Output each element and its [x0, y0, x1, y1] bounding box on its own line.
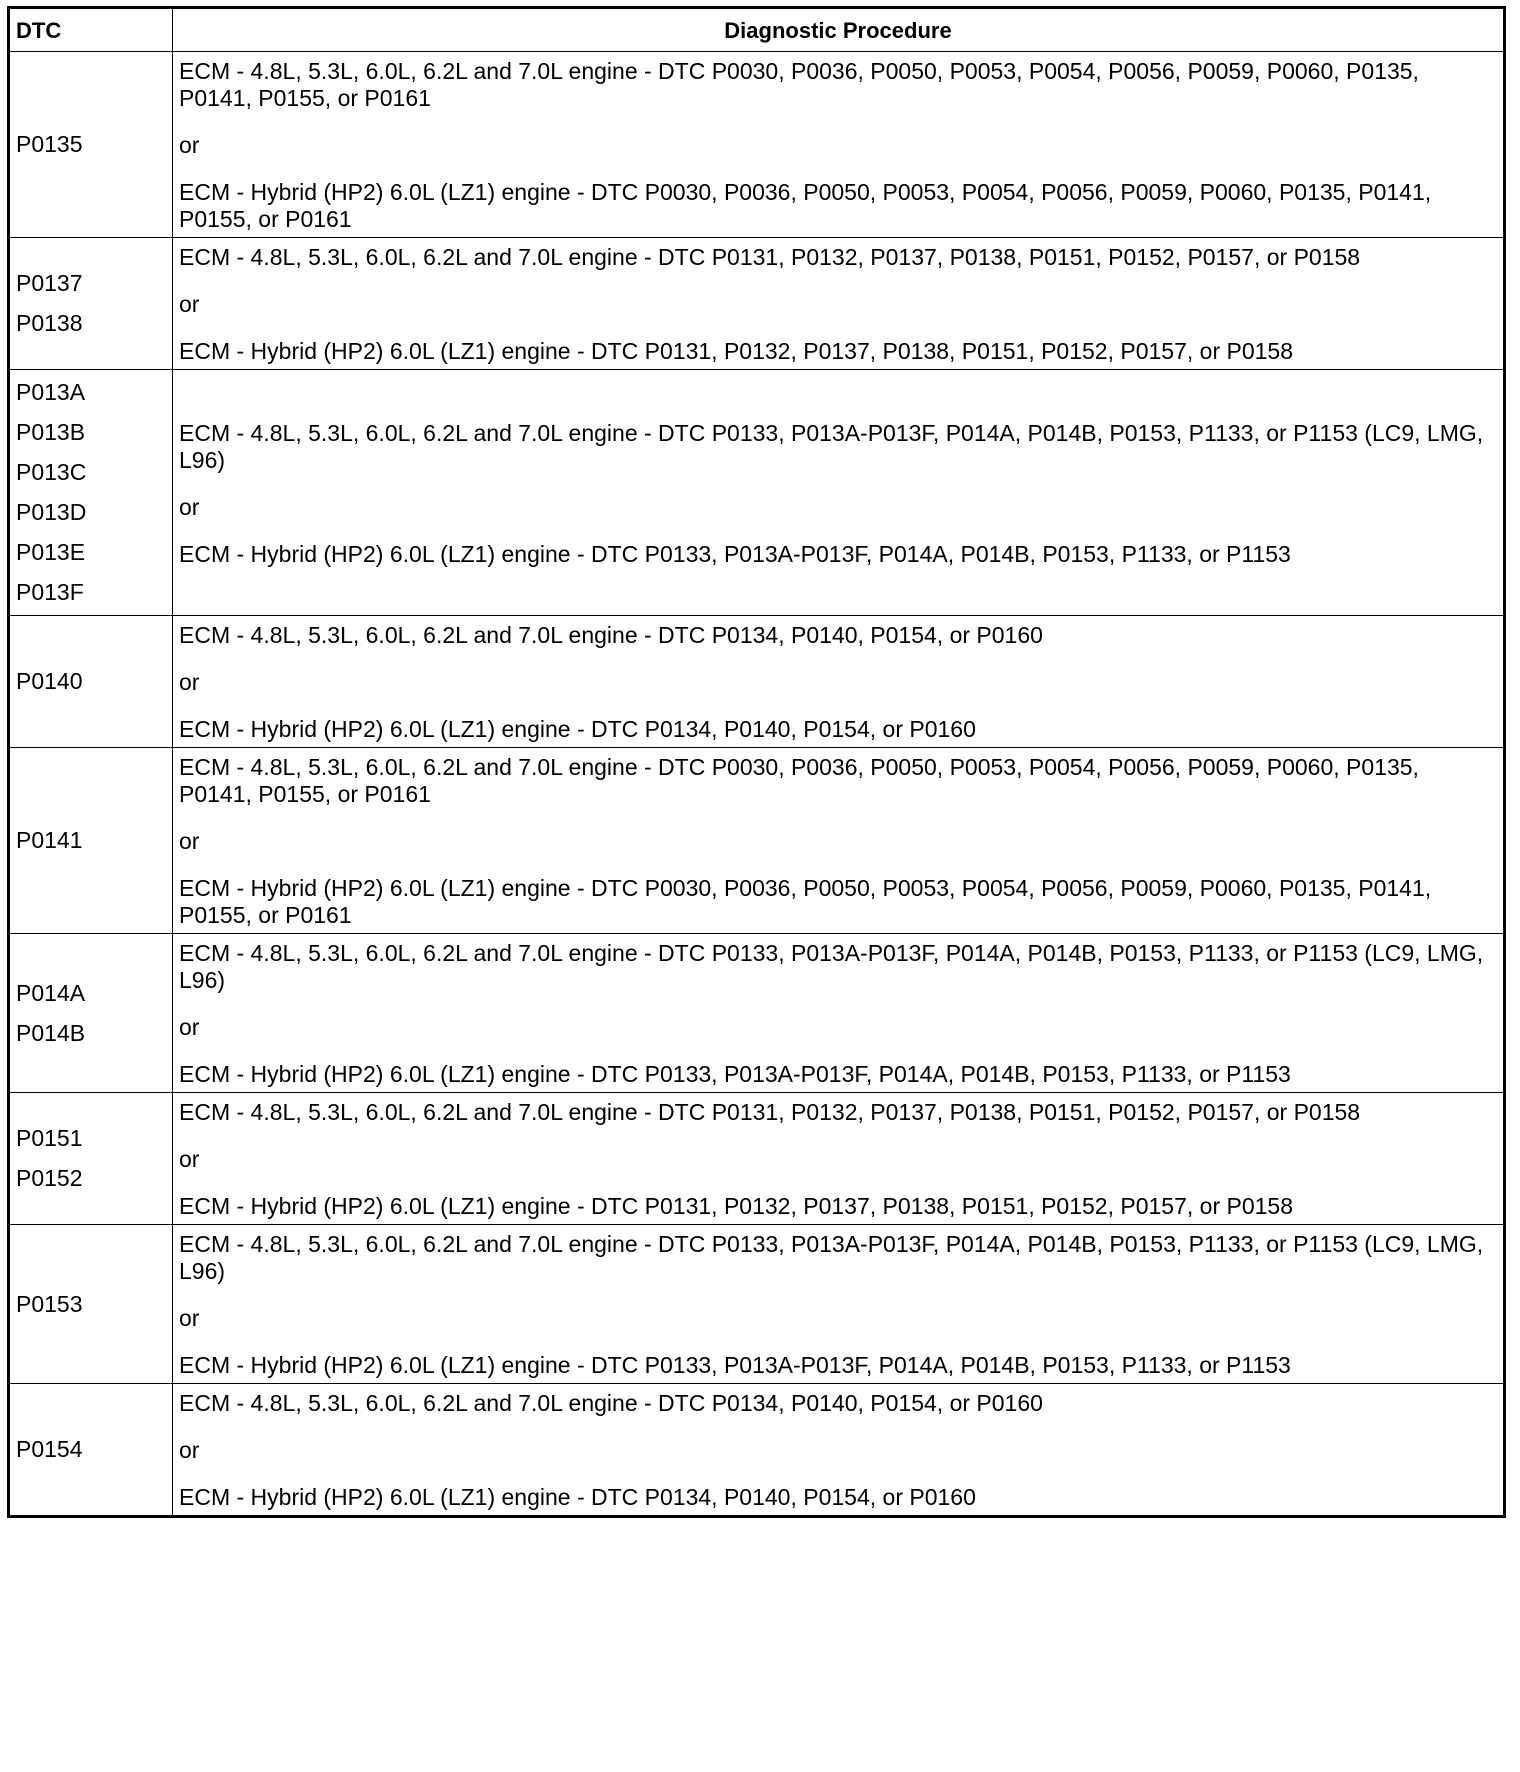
table-row — [9, 934, 1505, 1093]
dtc-code: P0135 — [16, 131, 83, 157]
dtc-code: P013A — [16, 379, 86, 405]
or-separator: or — [179, 1305, 200, 1331]
procedure-hybrid-engine: ECM - Hybrid (HP2) 6.0L (LZ1) engine - DTC P0133, P013A-P013F, P014A, P014B, P0153, P1133, or P1153 — [179, 1061, 1291, 1087]
procedure-hybrid-engine: ECM - Hybrid (HP2) 6.0L (LZ1) engine - DTC P0133, P013A-P013F, P014A, P014B, P0153, P1133, or P1153 — [179, 1352, 1291, 1378]
dtc-cell — [9, 1384, 173, 1517]
procedure-cell — [173, 370, 1505, 616]
procedure-standard-engine: ECM - 4.8L, 5.3L, 6.0L, 6.2L and 7.0L engine - DTC P0134, P0140, P0154, or P0160 — [179, 622, 1043, 648]
table-row — [9, 238, 1505, 370]
table-row — [9, 748, 1505, 934]
procedure-hybrid-engine: ECM - Hybrid (HP2) 6.0L (LZ1) engine - DTC P0131, P0132, P0137, P0138, P0151, P0152, P0157, or P0158 — [179, 1193, 1294, 1219]
procedure-cell — [173, 52, 1505, 238]
procedure-cell — [173, 1384, 1505, 1517]
dtc-code: P0153 — [16, 1290, 83, 1317]
or-separator: or — [179, 1146, 200, 1172]
procedure-hybrid-engine: ECM - Hybrid (HP2) 6.0L (LZ1) engine - DTC P0131, P0132, P0137, P0138, P0151, P0152, P0157, or P0158 — [179, 338, 1294, 364]
procedure-hybrid-engine: ECM - Hybrid (HP2) 6.0L (LZ1) engine - DTC P0030, P0036, P0050, P0053, P0054, P0056, P0059, P0060, P0135, P0141, P0155, or P0161 — [179, 875, 1432, 928]
dtc-code: P014A — [16, 979, 86, 1006]
or-separator: or — [179, 132, 200, 158]
header-dtc: DTC — [9, 8, 173, 52]
dtc-code: P013B — [16, 419, 86, 445]
table-row — [9, 616, 1505, 748]
procedure-cell — [173, 934, 1505, 1093]
procedure-cell — [173, 1225, 1505, 1384]
dtc-cell — [9, 238, 173, 370]
dtc-code: P0140 — [16, 668, 83, 694]
or-separator: or — [179, 1437, 200, 1463]
or-separator: or — [179, 669, 200, 695]
dtc-code: P0138 — [16, 310, 83, 336]
dtc-code: P0152 — [16, 1165, 83, 1191]
table-body — [9, 52, 1505, 1517]
procedure-standard-engine: ECM - 4.8L, 5.3L, 6.0L, 6.2L and 7.0L engine - DTC P0131, P0132, P0137, P0138, P0151, P0152, P0157, or P0158 — [179, 1099, 1361, 1125]
dtc-cell — [9, 748, 173, 934]
procedure-hybrid-engine: ECM - Hybrid (HP2) 6.0L (LZ1) engine - DTC P0133, P013A-P013F, P014A, P014B, P0153, P1133, or P1153 — [179, 540, 1291, 567]
dtc-cell — [9, 52, 173, 238]
procedure-hybrid-engine: ECM - Hybrid (HP2) 6.0L (LZ1) engine - DTC P0134, P0140, P0154, or P0160 — [179, 1484, 976, 1510]
or-separator: or — [179, 493, 200, 520]
procedure-hybrid-engine: ECM - Hybrid (HP2) 6.0L (LZ1) engine - DTC P0134, P0140, P0154, or P0160 — [179, 716, 976, 742]
or-separator: or — [179, 291, 200, 317]
dtc-code: P013E — [16, 539, 86, 565]
dtc-code: P0154 — [16, 1436, 83, 1462]
procedure-cell — [173, 748, 1505, 934]
procedure-standard-engine: ECM - 4.8L, 5.3L, 6.0L, 6.2L and 7.0L engine - DTC P0131, P0132, P0137, P0138, P0151, P0152, P0157, or P0158 — [179, 244, 1361, 270]
dtc-code: P0137 — [16, 270, 83, 296]
procedure-standard-engine: ECM - 4.8L, 5.3L, 6.0L, 6.2L and 7.0L engine - DTC P0134, P0140, P0154, or P0160 — [179, 1390, 1043, 1416]
dtc-cell — [9, 370, 173, 616]
dtc-procedure-table — [7, 6, 1506, 1518]
procedure-cell — [173, 1093, 1505, 1225]
table-row — [9, 370, 1505, 616]
table-row — [9, 1225, 1505, 1384]
procedure-cell — [173, 238, 1505, 370]
procedure-standard-engine: ECM - 4.8L, 5.3L, 6.0L, 6.2L and 7.0L engine - DTC P0133, P013A-P013F, P014A, P014B, P0153, P1133, or P1153 (LC9, LMG, L96) — [179, 419, 1484, 473]
header-diagnostic-procedure: Diagnostic Procedure — [173, 8, 1505, 52]
dtc-cell — [9, 934, 173, 1093]
procedure-standard-engine: ECM - 4.8L, 5.3L, 6.0L, 6.2L and 7.0L engine - DTC P0030, P0036, P0050, P0053, P0054, P0056, P0059, P0060, P0135, P0141, P0155, or P0161 — [179, 754, 1419, 807]
table-header-row — [9, 8, 1505, 52]
dtc-code: P013D — [16, 499, 87, 525]
dtc-code: P0151 — [16, 1125, 83, 1151]
dtc-cell — [9, 1225, 173, 1384]
dtc-code: P013C — [16, 459, 87, 485]
table-row — [9, 1093, 1505, 1225]
dtc-code: P013F — [16, 579, 84, 605]
procedure-hybrid-engine: ECM - Hybrid (HP2) 6.0L (LZ1) engine - DTC P0030, P0036, P0050, P0053, P0054, P0056, P0059, P0060, P0135, P0141, P0155, or P0161 — [179, 179, 1432, 232]
or-separator: or — [179, 1014, 200, 1040]
or-separator: or — [179, 828, 200, 854]
table-row — [9, 1384, 1505, 1517]
dtc-cell — [9, 1093, 173, 1225]
dtc-code: P014B — [16, 1019, 86, 1046]
dtc-code: P0141 — [16, 827, 83, 853]
table-row — [9, 52, 1505, 238]
dtc-cell — [9, 616, 173, 748]
procedure-standard-engine: ECM - 4.8L, 5.3L, 6.0L, 6.2L and 7.0L engine - DTC P0133, P013A-P013F, P014A, P014B, P0153, P1133, or P1153 (LC9, LMG, L96) — [179, 940, 1484, 993]
procedure-standard-engine: ECM - 4.8L, 5.3L, 6.0L, 6.2L and 7.0L engine - DTC P0030, P0036, P0050, P0053, P0054, P0056, P0059, P0060, P0135, P0141, P0155, or P0161 — [179, 58, 1419, 111]
procedure-standard-engine: ECM - 4.8L, 5.3L, 6.0L, 6.2L and 7.0L engine - DTC P0133, P013A-P013F, P014A, P014B, P0153, P1133, or P1153 (LC9, LMG, L96) — [179, 1231, 1484, 1284]
procedure-cell — [173, 616, 1505, 748]
